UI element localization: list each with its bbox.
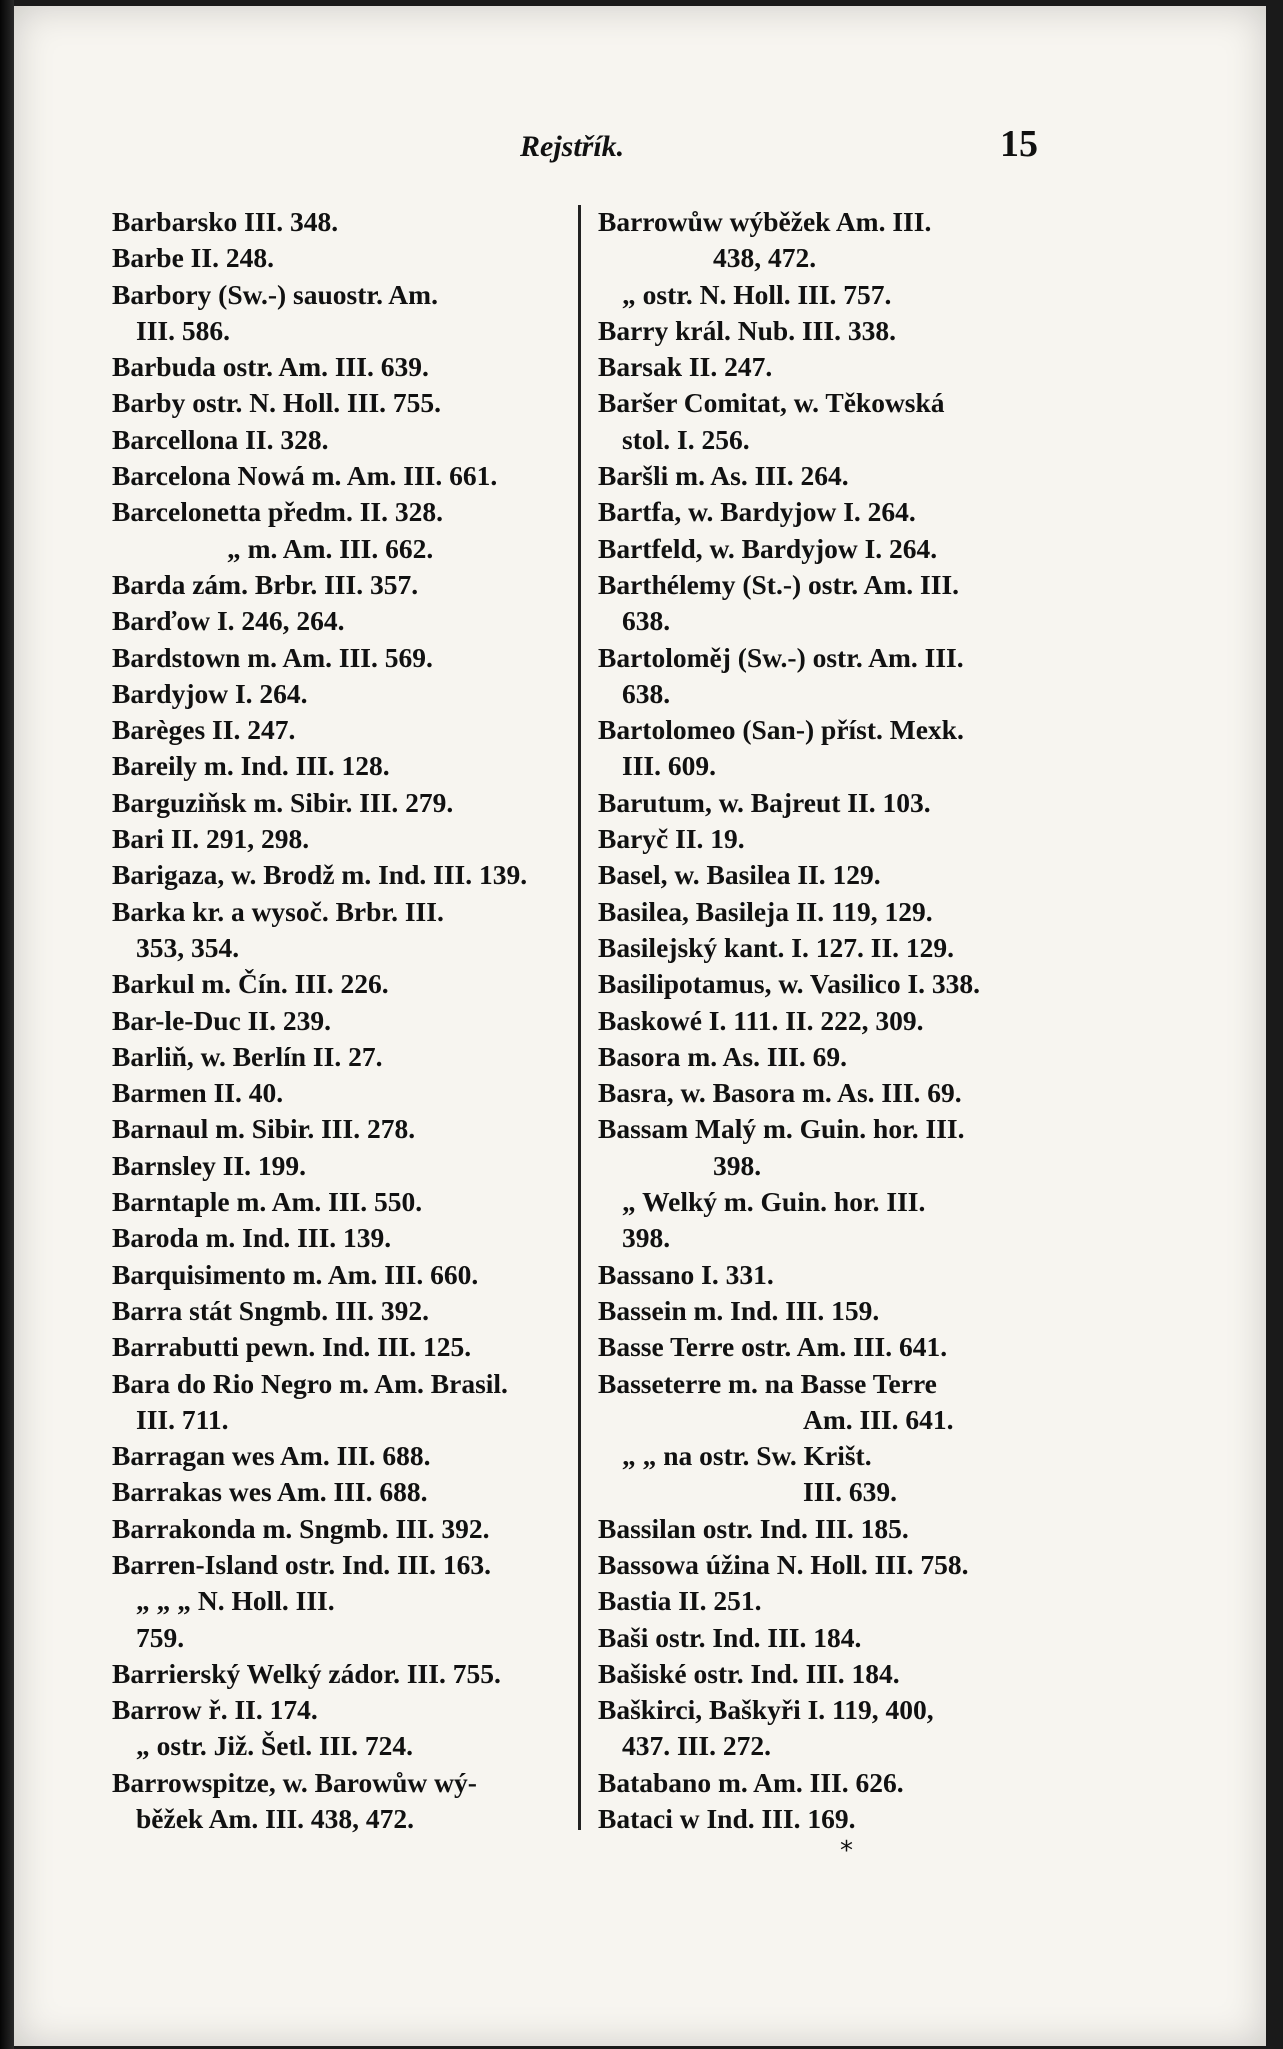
column-divider xyxy=(578,205,581,1830)
book-spine xyxy=(0,0,14,2049)
index-entry: Barrowspitze, w. Barowůw wý- xyxy=(112,1766,477,1798)
index-entry: Barsak II. 247. xyxy=(598,351,773,383)
index-column-right xyxy=(598,204,1078,1837)
index-entry: Bardstown m. Am. III. 569. xyxy=(112,641,433,673)
index-entry: Barra stát Sngmb. III. 392. xyxy=(112,1294,430,1326)
index-entry: Barrakonda m. Sngmb. III. 392. xyxy=(112,1512,490,1544)
index-entry-continuation: stol. I. 256. xyxy=(622,423,750,455)
index-entry-continuation: 398. xyxy=(713,1149,762,1181)
index-entry: Barntaple m. Am. III. 550. xyxy=(112,1186,423,1218)
index-entry: Bartoloměj (Sw.-) ostr. Am. III. xyxy=(598,641,964,673)
index-entry: Basilea, Basileja II. 119, 129. xyxy=(598,895,933,927)
index-entry-ditto: „ m. Am. III. 662. xyxy=(227,532,434,564)
index-entry-continuation: III. 609. xyxy=(622,750,716,782)
index-entry: Barrabutti pewn. Ind. III. 125. xyxy=(112,1331,472,1363)
index-entry: Baršli m. As. III. 264. xyxy=(598,460,849,492)
index-column-left xyxy=(112,204,572,1837)
index-entry: Bassein m. Ind. III. 159. xyxy=(598,1294,880,1326)
index-entry-ditto: „ „ na ostr. Sw. Krišt. xyxy=(622,1440,872,1472)
index-entry: Barnsley II. 199. xyxy=(112,1149,307,1181)
index-entry: Barby ostr. N. Holl. III. 755. xyxy=(112,387,442,419)
index-entry: Baršer Comitat, w. Těkowská xyxy=(598,387,945,419)
index-entry: Basseterre m. na Basse Terre xyxy=(598,1367,937,1399)
index-entry: Bassam Malý m. Guin. hor. III. xyxy=(598,1113,965,1145)
index-entry: Baskowé I. 111. II. 222, 309. xyxy=(598,1004,924,1036)
index-entry: Barthélemy (St.-) ostr. Am. III. xyxy=(598,568,960,600)
index-entry: Basse Terre ostr. Am. III. 641. xyxy=(598,1331,948,1363)
index-entry: Bassilan ostr. Ind. III. 185. xyxy=(598,1512,909,1544)
index-entry-continuation: 438, 472. xyxy=(713,242,817,274)
index-entry-ditto: „ Welký m. Guin. hor. III. xyxy=(622,1186,926,1218)
page-number: 15 xyxy=(1000,123,1038,165)
index-entry: Batabano m. Am. III. 626. xyxy=(598,1766,904,1798)
index-entry: Baryč II. 19. xyxy=(598,823,745,855)
index-entry: Barka kr. a wysoč. Brbr. III. xyxy=(112,895,444,927)
index-entry: Barbory (Sw.-) sauostr. Am. xyxy=(112,278,438,310)
index-entry-continuation: 638. xyxy=(622,605,671,637)
index-entry: Bara do Rio Negro m. Am. Brasil. xyxy=(112,1367,508,1399)
index-entry: Barrowůw wýběžek Am. III. xyxy=(598,206,932,237)
index-entry: Bardyjow I. 264. xyxy=(112,677,308,709)
index-entry: Baši ostr. Ind. III. 184. xyxy=(598,1621,862,1653)
index-entry-ditto: „ ostr. N. Holl. III. 757. xyxy=(622,278,892,310)
index-entry: Barkul m. Čín. III. 226. xyxy=(112,968,389,1000)
index-entry: Basilipotamus, w. Vasilico I. 338. xyxy=(598,968,981,1000)
index-entry-continuation: 759. xyxy=(136,1621,185,1653)
index-entry: Barcelona Nowá m. Am. III. 661. xyxy=(112,460,498,492)
index-entry: Basilejský kant. I. 127. II. 129. xyxy=(598,931,955,963)
index-entry: Bartfa, w. Bardyjow I. 264. xyxy=(598,496,916,528)
index-entry: Barbuda ostr. Am. III. 639. xyxy=(112,351,429,383)
index-entry: Barren-Island ostr. Ind. III. 163. xyxy=(112,1548,491,1580)
index-entry-continuation: 398. xyxy=(622,1222,671,1254)
index-entry: Bari II. 291, 298. xyxy=(112,823,310,855)
index-entry: Barquisimento m. Am. III. 660. xyxy=(112,1258,479,1290)
index-entry: Baroda m. Ind. III. 139. xyxy=(112,1222,392,1254)
index-entry-continuation: Am. III. 641. xyxy=(803,1403,954,1435)
running-title: Rejstřík. xyxy=(520,130,625,163)
index-entry: Barbarsko III. 348. xyxy=(112,206,339,237)
index-entry-continuation: 353, 354. xyxy=(136,931,240,963)
index-entry-continuation: III. 639. xyxy=(803,1476,897,1508)
index-entry: Barnaul m. Sibir. III. 278. xyxy=(112,1113,416,1145)
index-entry: Barda zám. Brbr. III. 357. xyxy=(112,568,419,600)
index-entry-ditto: „ „ „ N. Holl. III. xyxy=(136,1585,335,1617)
index-entry: Bareily m. Ind. III. 128. xyxy=(112,750,390,782)
index-entry: Barrow ř. II. 174. xyxy=(112,1694,318,1726)
index-entry: Barigaza, w. Brodž m. Ind. III. 139. xyxy=(112,859,528,891)
index-entry: Barrakas wes Am. III. 688. xyxy=(112,1476,428,1508)
index-entry: Bassano I. 331. xyxy=(598,1258,774,1290)
index-entry-continuation: III. 711. xyxy=(136,1403,229,1435)
index-entry: Barbe II. 248. xyxy=(112,242,274,274)
index-entry: Bašiské ostr. Ind. III. 184. xyxy=(598,1657,900,1689)
index-entry-continuation: 437. III. 272. xyxy=(622,1730,771,1762)
index-entry: Barcelonetta předm. II. 328. xyxy=(112,496,443,528)
index-entry: Bartolomeo (San-) příst. Mexk. xyxy=(598,714,964,746)
index-entry-continuation: 638. xyxy=(622,677,671,709)
index-entry: Barcellona II. 328. xyxy=(112,423,329,455)
index-entry: Basra, w. Basora m. As. III. 69. xyxy=(598,1077,962,1109)
index-entry: Baškirci, Baškyři I. 119, 400, xyxy=(598,1694,934,1726)
index-entry-ditto: „ ostr. Již. Šetl. III. 724. xyxy=(136,1730,414,1762)
index-entry: Bartfeld, w. Bardyjow I. 264. xyxy=(598,532,938,564)
index-entry: Basora m. As. III. 69. xyxy=(598,1040,848,1072)
index-entry: Barèges II. 247. xyxy=(112,714,296,746)
index-entry: Barďow I. 246, 264. xyxy=(112,605,345,637)
index-entry: Bastia II. 251. xyxy=(598,1585,762,1617)
index-entry: Barmen II. 40. xyxy=(112,1077,284,1109)
index-entry: Bassowa úžina N. Holl. III. 758. xyxy=(598,1548,969,1580)
index-entry: Barutum, w. Bajreut II. 103. xyxy=(598,786,931,818)
index-entry: Bataci w Ind. III. 169. xyxy=(598,1803,856,1835)
index-entry: Barliň, w. Berlín II. 27. xyxy=(112,1040,383,1072)
index-entry-continuation: III. 586. xyxy=(136,314,230,346)
end-mark-asterisk: * xyxy=(840,1836,853,1866)
index-entry: Barguziňsk m. Sibir. III. 279. xyxy=(112,786,454,818)
index-entry: Barragan wes Am. III. 688. xyxy=(112,1440,431,1472)
index-entry: Barrierský Welký zádor. III. 755. xyxy=(112,1657,501,1689)
index-entry: Basel, w. Basilea II. 129. xyxy=(598,859,881,891)
index-entry: Bar-le-Duc II. 239. xyxy=(112,1004,331,1036)
index-entry-continuation: běžek Am. III. 438, 472. xyxy=(136,1803,415,1835)
index-entry: Barry král. Nub. III. 338. xyxy=(598,314,896,346)
